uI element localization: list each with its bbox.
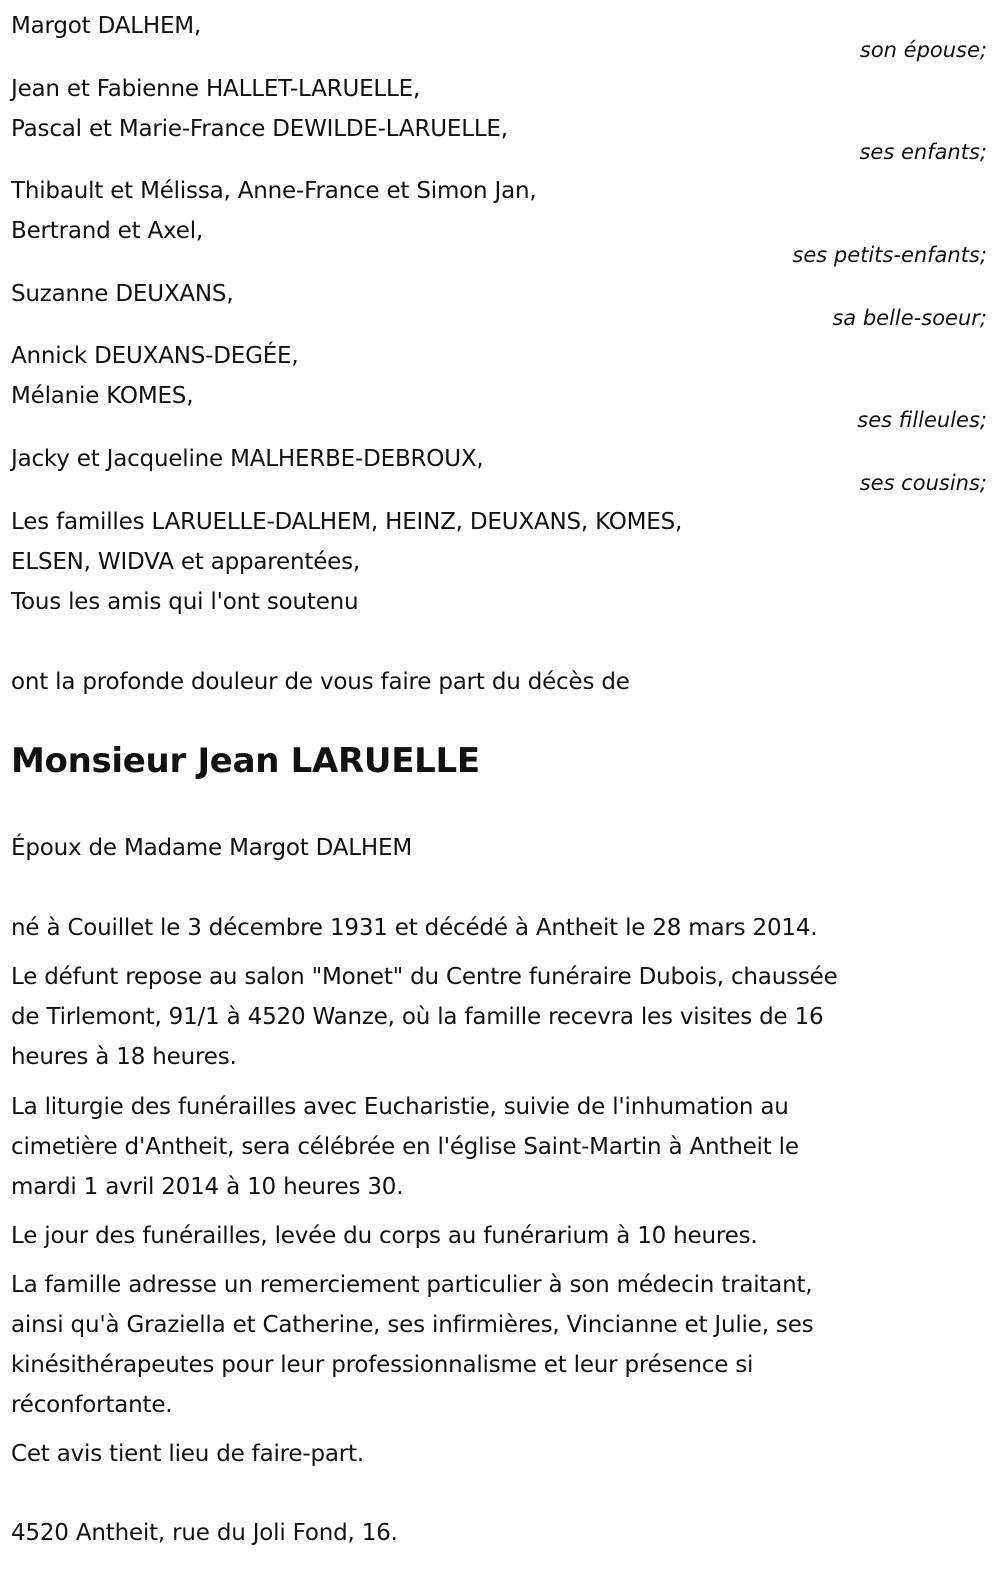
paragraph-line: Cet avis tient lieu de faire-part.	[11, 1441, 364, 1467]
family-name-line: ELSEN, WIDVA et apparentées,	[11, 549, 361, 575]
family-name-line: Annick DEUXANS-DEGÉE,	[11, 343, 299, 369]
family-address: 4520 Antheit, rue du Joli Fond, 16.	[11, 1520, 398, 1546]
paragraph-line: heures à 18 heures.	[11, 1044, 237, 1070]
paragraph-line: de Tirlemont, 91/1 à 4520 Wanze, où la famille recevra les visites de 16	[11, 1004, 824, 1030]
paragraph-line: Le défunt repose au salon "Monet" du Centre funéraire Dubois, chaussée	[11, 964, 838, 990]
family-name-line: Jean et Fabienne HALLET-LARUELLE,	[11, 76, 421, 102]
family-name-line: Pascal et Marie-France DEWILDE-LARUELLE,	[11, 116, 508, 142]
family-name-line: Jacky et Jacqueline MALHERBE-DEBROUX,	[11, 446, 484, 472]
paragraph-line: réconfortante.	[11, 1392, 173, 1418]
paragraph-line: La famille adresse un remerciement particulier à son médecin traitant,	[11, 1272, 813, 1298]
spouse-line: Époux de Madame Margot DALHEM	[11, 835, 412, 861]
paragraph-line: mardi 1 avril 2014 à 10 heures 30.	[11, 1174, 404, 1200]
family-name-line: Thibault et Mélissa, Anne-France et Simon Jan,	[11, 178, 537, 204]
relation-label: ses petits-enfants;	[792, 243, 987, 267]
family-name-line: Margot DALHEM,	[11, 13, 202, 39]
family-name-line: Suzanne DEUXANS,	[11, 281, 234, 307]
deceased-name: Monsieur Jean LARUELLE	[11, 741, 480, 781]
family-name-line: Tous les amis qui l'ont soutenu	[11, 589, 359, 615]
relation-label: ses filleules;	[857, 408, 987, 432]
announcement-text: ont la profonde douleur de vous faire part du décès de	[11, 669, 630, 695]
paragraph-line: ainsi qu'à Graziella et Catherine, ses infirmières, Vincianne et Julie, ses	[11, 1312, 814, 1338]
paragraph-line: La liturgie des funérailles avec Eucharistie, suivie de l'inhumation au	[11, 1094, 789, 1120]
relation-label: sa belle-soeur;	[832, 306, 987, 330]
paragraph-line: né à Couillet le 3 décembre 1931 et décédé à Antheit le 28 mars 2014.	[11, 915, 818, 941]
relation-label: ses enfants;	[859, 140, 987, 164]
family-name-line: Bertrand et Axel,	[11, 218, 204, 244]
paragraph-line: Le jour des funérailles, levée du corps au funérarium à 10 heures.	[11, 1223, 758, 1249]
family-name-line: Les familles LARUELLE-DALHEM, HEINZ, DEUXANS, KOMES,	[11, 509, 683, 535]
relation-label: ses cousins;	[859, 471, 987, 495]
paragraph-line: kinésithérapeutes pour leur professionnalisme et leur présence si	[11, 1352, 754, 1378]
relation-label: son épouse;	[859, 38, 987, 62]
paragraph-line: cimetière d'Antheit, sera célébrée en l'église Saint-Martin à Antheit le	[11, 1134, 799, 1160]
family-name-line: Mélanie KOMES,	[11, 383, 194, 409]
